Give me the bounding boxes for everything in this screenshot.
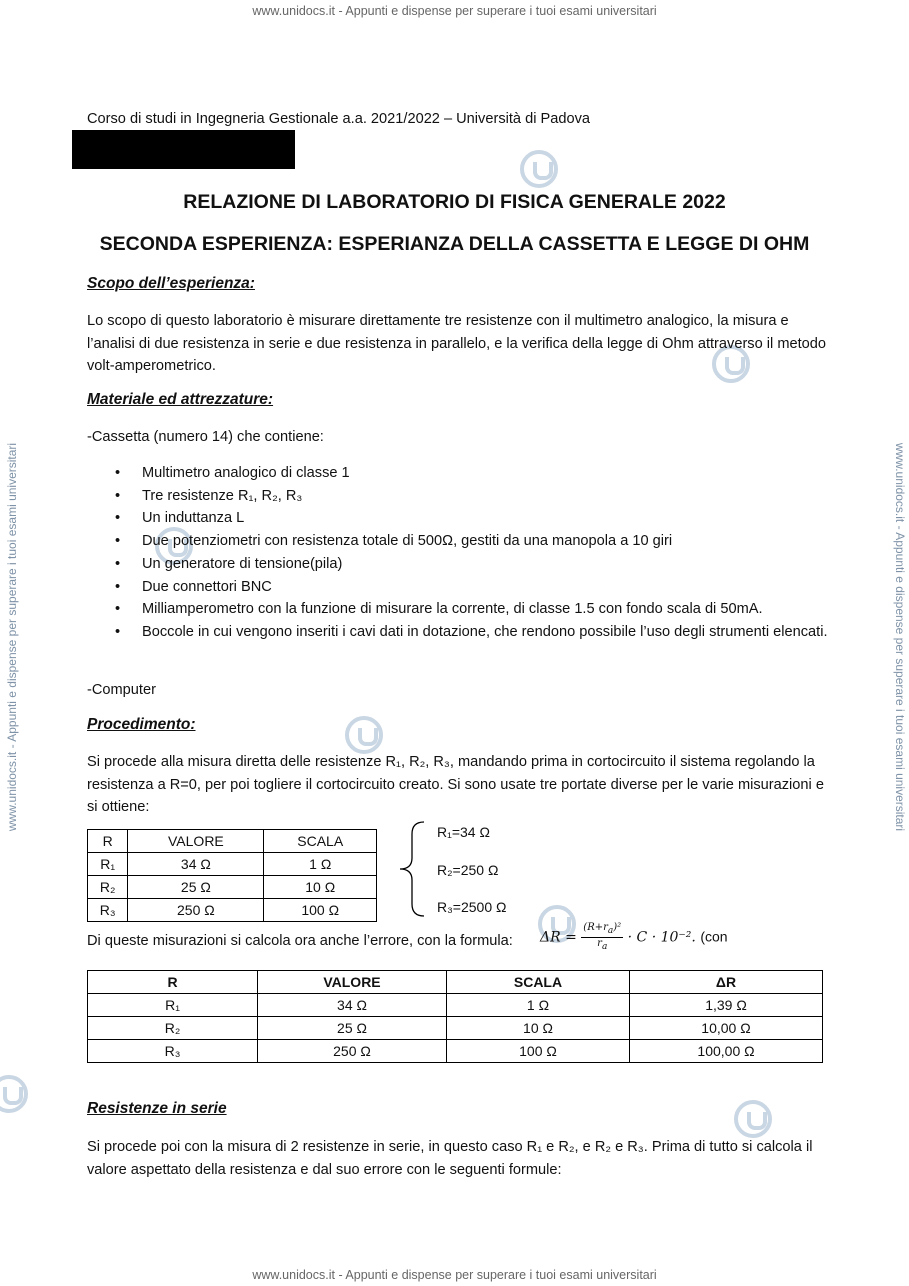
table-row [88,876,377,899]
table-cell: R₂ [88,876,128,899]
watermark-logo-icon [0,1075,28,1113]
formula-denominator [581,938,623,953]
paragraph-scopo: Lo scopo di questo laboratorio è misurare direttamente tre resistenze con il multimetro analogico, la misura e l’analisi di due resistenza in serie e due resistenza in parallelo, e la verifica della legge di Ohm attraverso il metodo volt-amperometrico. [87,313,826,374]
list-item [115,621,882,644]
heading-procedimento: Procedimento: [87,716,196,733]
curly-brace-icon [394,820,430,918]
bullet-icon: • [115,533,121,550]
formula-fraction [581,922,623,953]
course-header: Corso di studi in Ingegneria Gestionale a.a. 2021/2022 – Università di Padova [87,111,590,127]
list-item [115,485,882,508]
table-row [88,853,377,876]
document-title: RELAZIONE DI LABORATORIO DI FISICA GENERALE 2022 [183,191,726,213]
table-cell: 25 Ω [258,1017,447,1040]
formula-num-text: (R+r [583,922,608,933]
formula-rhs: · C · 10⁻². [627,929,696,946]
heading-scopo: Scopo dell’esperienza: [87,275,255,292]
table-header-cell: SCALA [264,830,377,853]
bullet-icon: • [115,465,121,481]
table-cell: R₁ [88,853,128,876]
table-cell: 10 Ω [264,876,377,899]
list-item [115,462,882,485]
formula-lhs: ΔR = [540,929,577,946]
document-subtitle: SECONDA ESPERIENZA: ESPERIANZA DELLA CASSETTA E LEGGE DI OHM [99,233,810,255]
brace-value-3: R₃=2500 Ω [437,899,507,915]
watermark-side-right: www.unidocs.it - Appunti e dispense per superare i tuoi esami universitari [893,442,907,832]
table-cell: R₃ [88,899,128,922]
watermark-bottom: www.unidocs.it - Appunti e dispense per superare i tuoi esami universitari [252,1268,657,1282]
table-row [88,994,823,1017]
table-cell: R₂ [88,1017,258,1040]
table-header-cell: R [88,830,128,853]
materiale-computer: -Computer [87,682,156,698]
list-item-text: Milliamperometro con la funzione di misurare la corrente, di classe 1.5 con fondo scala di 50mA. [142,601,763,618]
formula-den-sub: a [601,942,608,952]
table-cell: 1,39 Ω [630,994,823,1017]
table-cell: 34 Ω [258,994,447,1017]
materiale-list [87,462,882,644]
watermark-logo-icon [734,1100,772,1138]
table-header-cell: R [88,971,258,994]
resistance-table [87,829,377,922]
table-cell: 25 Ω [128,876,264,899]
table-header-row [88,971,823,994]
error-text: Di queste misurazioni si calcola ora anche l’errore, con la formula: [87,933,513,949]
watermark-top: www.unidocs.it - Appunti e dispense per superare i tuoi esami universitari [252,4,657,18]
table-row [88,1040,823,1063]
watermark-logo-icon [520,150,558,188]
list-item-text: Un induttanza L [142,510,245,527]
formula-numerator [581,922,623,938]
brace-value-1: R₁=34 Ω [437,824,490,840]
table-cell: 250 Ω [258,1040,447,1063]
formula-tail: (con [700,928,728,945]
list-item-text: Multimetro analogico di classe 1 [142,465,350,481]
table-cell: 10 Ω [447,1017,630,1040]
list-item-text: Due potenziometri con resistenza totale di 500Ω, gestiti da una manopola a 10 giri [142,533,673,550]
list-item-text: Boccole in cui vengono inseriti i cavi dati in dotazione, che rendono possibile l’uso degli strumenti elencati. [142,623,828,640]
heading-materiale: Materiale ed attrezzature: [87,391,274,408]
bullet-icon: • [115,601,121,618]
bullet-icon: • [115,510,121,527]
table-header-cell: SCALA [447,971,630,994]
table-cell: 34 Ω [128,853,264,876]
list-item [115,553,882,576]
list-item [115,576,882,599]
bullet-icon: • [115,623,121,640]
table-cell: 1 Ω [264,853,377,876]
error-formula [540,922,728,953]
paragraph-serie: Si procede poi con la misura di 2 resistenze in serie, in questo caso R₁ e R₂, e R₂ e R₃. Prima di tutto si calcola il valore aspettato della resistenza e dal suo errore con le seguenti formule: [87,1139,813,1178]
brace-value-2: R₂=250 Ω [437,862,499,878]
bullet-icon: • [115,555,121,572]
table-cell: 250 Ω [128,899,264,922]
bullet-icon: • [115,487,121,504]
watermark-side-left: www.unidocs.it - Appunti e dispense per superare i tuoi esami universitari [5,442,19,832]
table-cell: R₁ [88,994,258,1017]
list-item [115,507,882,530]
formula-den-text: r [597,938,602,949]
error-table [87,970,823,1063]
table-row [88,899,377,922]
table-cell: R₃ [88,1040,258,1063]
formula-num-end: )² [613,922,622,933]
paragraph-procedimento: Si procede alla misura diretta delle resistenze R₁, R₂, R₃, mandando prima in cortocircuito il sistema regolando la resistenza a R=0, per poi togliere il cortocircuito creato. Si sono usate tre portate diverse per le varie misurazioni e si ottiene: [87,754,824,815]
table-header-cell: VALORE [128,830,264,853]
table-cell: 10,00 Ω [630,1017,823,1040]
redaction-block [72,130,295,169]
table-header-cell: ΔR [630,971,823,994]
table-cell: 100,00 Ω [630,1040,823,1063]
table-cell: 100 Ω [264,899,377,922]
formula-num-sub: a [607,926,614,936]
list-item [115,530,882,553]
heading-serie: Resistenze in serie [87,1100,227,1117]
list-item-text: Due connettori BNC [142,578,272,595]
list-item [115,598,882,621]
table-cell: 100 Ω [447,1040,630,1063]
table-row [88,1017,823,1040]
table-header-cell: VALORE [258,971,447,994]
materiale-intro: -Cassetta (numero 14) che contiene: [87,429,324,445]
watermark-logo-icon [345,716,383,754]
table-header-row [88,830,377,853]
list-item-text: Tre resistenze R₁, R₂, R₃ [142,487,303,504]
bullet-icon: • [115,578,121,595]
list-item-text: Un generatore di tensione(pila) [142,555,343,572]
table-cell: 1 Ω [447,994,630,1017]
